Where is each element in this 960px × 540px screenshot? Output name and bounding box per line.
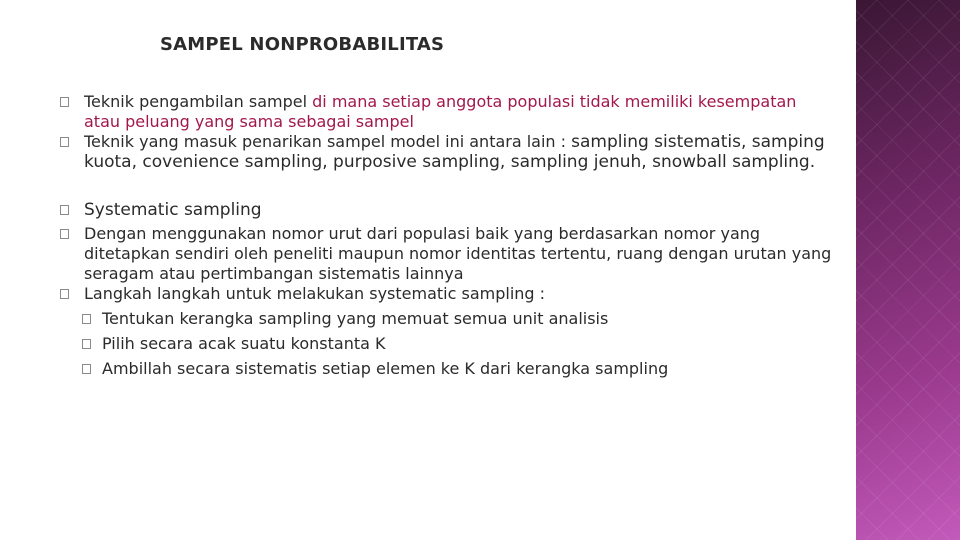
- techniques-list: sampling sistematis, samping kuota, covenience sampling, purposive sampling, sampling jenuh, snowball sampling.: [84, 132, 825, 172]
- techniques-text: Teknik yang masuk penarikan sampel model ini antara lain :: [84, 132, 572, 151]
- bullet-item-techniques: [60, 132, 835, 172]
- step-text: Tentukan kerangka sampling yang memuat semua unit analisis: [102, 309, 609, 328]
- square-bullet-icon: [60, 229, 69, 239]
- square-bullet-icon: [60, 289, 69, 299]
- systematic-heading: Systematic sampling: [84, 200, 262, 220]
- content-body: [60, 92, 835, 379]
- step-item: [60, 309, 835, 329]
- definition-text: Teknik pengambilan sampel: [84, 92, 313, 111]
- bullet-item-systematic-heading: [60, 200, 835, 220]
- bullet-item-definition: [60, 92, 835, 132]
- bullet-item-systematic-description: [60, 224, 835, 284]
- square-bullet-icon: [60, 97, 69, 107]
- square-bullet-icon: [60, 205, 69, 215]
- steps-heading: Langkah langkah untuk melakukan systematic sampling :: [84, 284, 546, 303]
- bullet-item-steps-heading: [60, 284, 835, 304]
- square-bullet-icon: [60, 137, 69, 147]
- definition-highlight: di mana setiap anggota populasi tidak memiliki kesempatan atau peluang yang sama sebagai sampel: [84, 92, 797, 131]
- square-bullet-icon: [82, 339, 91, 349]
- step-text: Ambillah secara sistematis setiap elemen ke K dari kerangka sampling: [102, 359, 669, 378]
- decorative-sidebar: [856, 0, 960, 540]
- systematic-description: Dengan menggunakan nomor urut dari populasi baik yang berdasarkan nomor yang ditetapkan sendiri oleh peneliti maupun nomor identitas tertentu, ruang dengan urutan yang seragam atau pertimbangan sistematis lainnya: [84, 224, 832, 283]
- slide-title: SAMPEL NONPROBABILITAS: [160, 34, 445, 55]
- step-text: Pilih secara acak suatu konstanta K: [102, 334, 386, 353]
- square-bullet-icon: [82, 364, 91, 374]
- square-bullet-icon: [82, 314, 91, 324]
- step-item: [60, 359, 835, 379]
- step-item: [60, 334, 835, 354]
